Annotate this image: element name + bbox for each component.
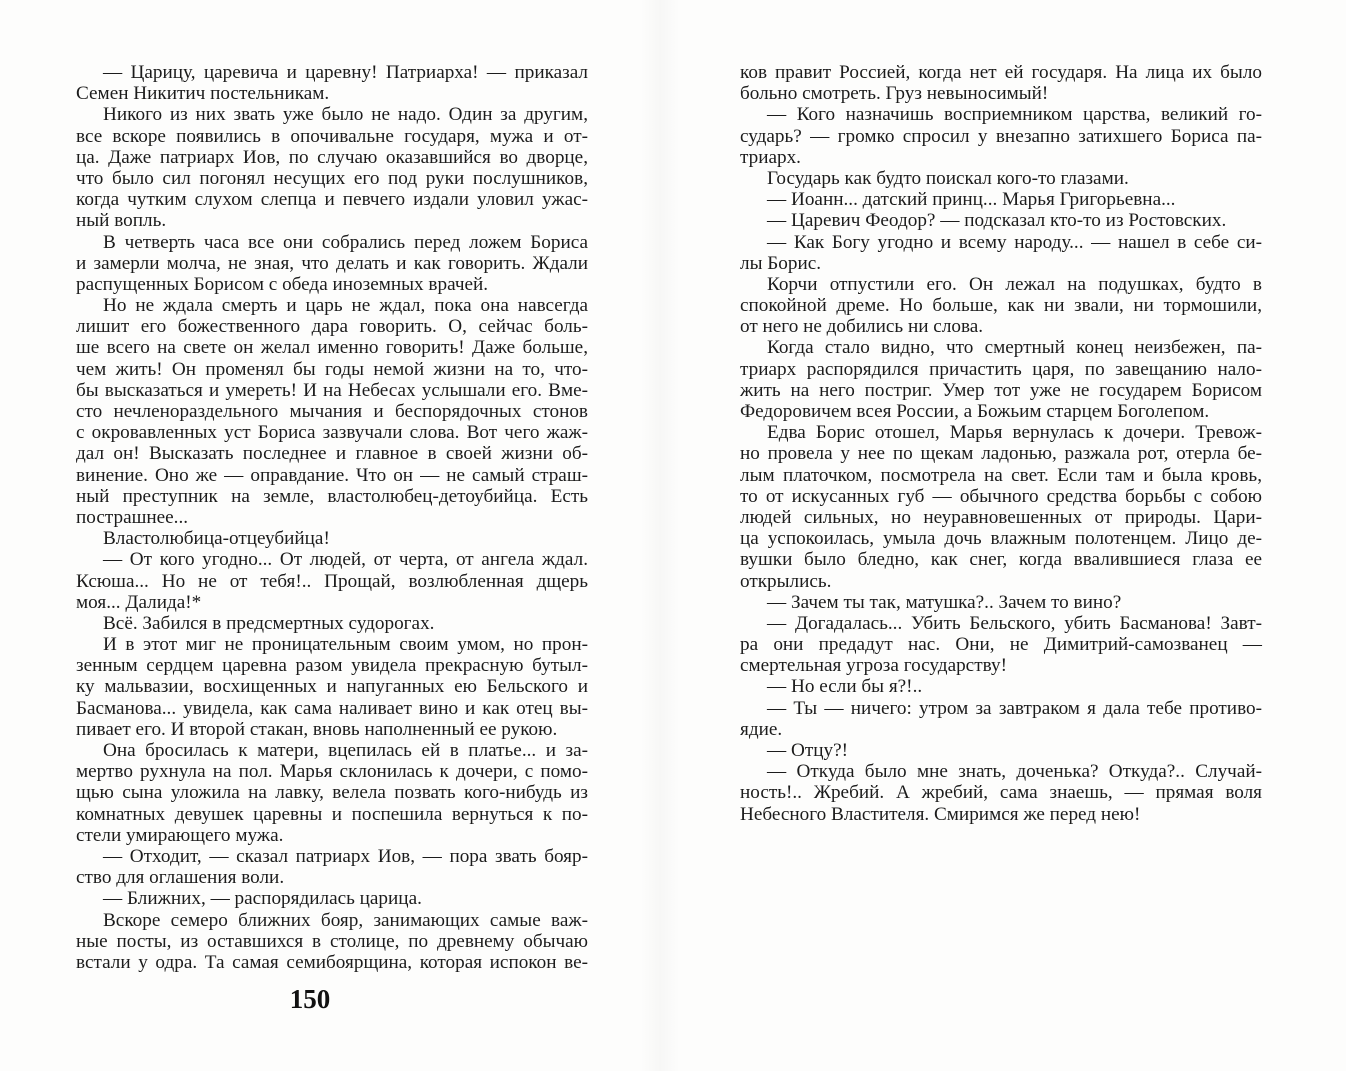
text-line: Вскоре семеро ближних бояр, занимающих самые важ- xyxy=(103,909,588,931)
text-line: комнатных девушек царевны и поспешила вернуться к по- xyxy=(76,803,588,825)
text-line: зенным сердцем царевна разом увидела прекрасную бутыл- xyxy=(76,655,588,677)
text-line: ца успокоилась, умыла дочь влажным полотенцем. Лицо де- xyxy=(740,528,1262,550)
text-line: но провела у нее по щекам ладонью, разжала рот, отерла бе- xyxy=(740,443,1262,465)
text-line: чем жить! Он променял бы годы немой жизни на то, что- xyxy=(76,358,588,380)
text-line: ше всего на свете он желал именно говорить! Даже больше, xyxy=(76,337,588,359)
text-line: В четверть часа все они собрались перед ложем Бориса xyxy=(103,231,588,253)
text-line: Всё. Забился в предсмертных судорогах. xyxy=(103,612,435,634)
text-line: лым платочком, посмотрела на свет. Если там и была кровь, xyxy=(740,464,1262,486)
text-line: ядие. xyxy=(740,718,783,740)
text-line: щью сына уложила на лавку, велела позвать кого-нибудь из xyxy=(76,782,588,804)
text-line: Небесного Властителя. Смиримся же перед нею! xyxy=(740,803,1141,825)
text-line: сто нечленораздельного мычания и беспорядочных стонов xyxy=(76,401,588,422)
text-line: с окровавленных уст Бориса зазвучали слова. Вот чего жаж- xyxy=(76,422,588,444)
text-line: ца. Даже патриарх Иов, по случаю оказавшийся во дворце, xyxy=(76,146,588,168)
page-number: 150 xyxy=(289,984,331,1014)
text-line: ку мальвазии, восхищенных и напуганных ею Бельского и xyxy=(76,676,588,698)
text-line: — Царевич Феодор? — подсказал кто-то из Ростовских. xyxy=(767,210,1227,232)
text-line: — Зачем ты так, матушка?.. Зачем то вино? xyxy=(767,591,1122,613)
text-line: — Но если бы я?!.. xyxy=(767,676,923,698)
text-line: пивает его. И второй стакан, вновь наполненный ее рукою. xyxy=(76,718,558,740)
text-line: Басманова... увидела, как сама наливает вино и как отец вы- xyxy=(76,697,588,719)
text-line: мертво рухнула на пол. Марья склонилась к дочери, с помо- xyxy=(76,761,588,783)
text-line: вушки было бледно, как снег, когда ввалившиеся глаза ее xyxy=(740,549,1262,571)
text-line: лишит его божественного дара говорить. О, сейчас боль- xyxy=(76,316,588,338)
text-line: что было сил погонял несущих его под руки послушников, xyxy=(76,167,588,189)
text-line: — Отходит, — сказал патриарх Иов, — пора звать бояр- xyxy=(103,845,588,867)
text-line: И в этот миг не проницательным своим умом, но прон- xyxy=(103,634,588,656)
text-line: моя... Далида!* xyxy=(76,591,202,613)
text-line: ков правит Россией, когда нет ей государя. На лица их было xyxy=(740,62,1262,83)
text-line: от него не добились ни слова. xyxy=(740,316,984,338)
text-line: ра они предадут нас. Они, не Димитрий-самозванец — xyxy=(740,634,1262,656)
text-line: — Кого назначишь восприемником царства, великий го- xyxy=(767,104,1262,126)
text-line: Федоровичем всея России, а Божьим старцем Боголепом. xyxy=(740,401,1210,422)
text-line: ные посты, из оставшихся в столице, по древнему обычаю xyxy=(76,930,588,952)
text-line: людей сильных, но неуравновешенных от природы. Цари- xyxy=(740,506,1262,528)
text-line: — От кого угодно... От людей, от черта, от ангела ждал. xyxy=(103,549,588,571)
text-line: — Догадалась... Убить Бельского, убить Басманова! Завт- xyxy=(767,612,1262,634)
text-line: — Как Богу угодно и всему народу... — нашел в себе си- xyxy=(767,231,1262,253)
text-line: Властолюбица-отцеубийца! xyxy=(103,528,330,550)
text-line: ство для оглашения воли. xyxy=(76,867,285,889)
text-line: открылись. xyxy=(740,570,832,592)
text-line: жить на него постриг. Умер тот уже не государем Борисом xyxy=(740,379,1262,401)
gutter-shadow xyxy=(640,0,680,1071)
text-line: винение. Оно же — оправдание. Что он — не самый страш- xyxy=(76,464,588,486)
left-page-text xyxy=(76,62,588,973)
text-line: ность!.. Жребий. А жребий, сама знаешь, — прямая воля xyxy=(740,782,1262,804)
text-line: Она бросилась к матери, вцепилась ей в платье... и за- xyxy=(103,740,588,761)
text-line: встали у одра. Та самая семибоярщина, которая испокон ве- xyxy=(76,951,588,973)
text-line: ный преступник на земле, властолюбец-детоубийца. Есть xyxy=(76,485,588,507)
text-line: бы высказаться и умереть! И на Небесах услышали его. Вме- xyxy=(76,379,588,401)
text-line: триарх распорядился причастить царя, по завещанию нало- xyxy=(740,358,1262,380)
text-line: — Отцу?! xyxy=(767,740,848,761)
text-line: все вскоре появились в опочивальне государя, мужа и от- xyxy=(76,125,588,147)
text-line: — Иоанн... датский принц... Марья Григорьевна... xyxy=(767,189,1176,211)
text-line: пострашнее... xyxy=(76,506,189,528)
text-line: лы Борис. xyxy=(740,252,822,274)
right-page-text xyxy=(740,62,1262,825)
text-line: Едва Борис отошел, Марья вернулась к дочери. Тревож- xyxy=(767,422,1262,444)
text-line: сударь? — громко спросил у внезапно затихшего Бориса па- xyxy=(740,125,1262,147)
text-line: Корчи отпустили его. Он лежал на подушках, будто в xyxy=(767,273,1262,295)
text-line: стели умирающего мужа. xyxy=(76,824,284,846)
text-line: распущенных Борисом с обеда иноземных врачей. xyxy=(76,273,489,295)
text-line: смертельная угроза государству! xyxy=(740,655,1007,677)
text-line: триарх. xyxy=(740,146,801,168)
text-line: — Ты — ничего: утром за завтраком я дала тебе противо- xyxy=(767,697,1262,719)
text-line: то от искусанных губ — обычного средства борьбы с собою xyxy=(740,485,1262,507)
text-line: спокойной дреме. Но больше, как ни звали, ни тормошили, xyxy=(740,295,1262,317)
text-line: — Царицу, царевича и царевну! Патриарха! — приказал xyxy=(103,62,588,83)
text-line: Но не ждала смерть и царь не ждал, пока она навсегда xyxy=(103,295,588,317)
text-line: когда чутким слухом слепца и певчего издали уловил ужас- xyxy=(76,189,588,211)
text-line: Ксюша... Но не от тебя!.. Прощай, возлюбленная дщерь xyxy=(76,570,588,592)
text-line: — Откуда было мне знать, доченька? Откуда?.. Случай- xyxy=(767,761,1262,783)
text-line: ный вопль. xyxy=(76,210,167,232)
text-line: больно смотреть. Груз невыносимый! xyxy=(740,83,1049,105)
text-line: Когда стало видно, что смертный конец неизбежен, па- xyxy=(767,337,1262,359)
text-line: дал он! Высказать последнее и главное в своей жизни об- xyxy=(76,443,588,465)
text-line: — Ближних, — распорядилась царица. xyxy=(103,888,422,910)
text-line: и замерли молча, не зная, что делать и как говорить. Ждали xyxy=(76,252,588,274)
text-line: Никого из них звать уже было не надо. Один за другим, xyxy=(103,104,588,126)
text-line: Семен Никитич постельникам. xyxy=(76,83,330,105)
text-line: Государь как будто поискал кого-то глазами. xyxy=(767,167,1129,189)
